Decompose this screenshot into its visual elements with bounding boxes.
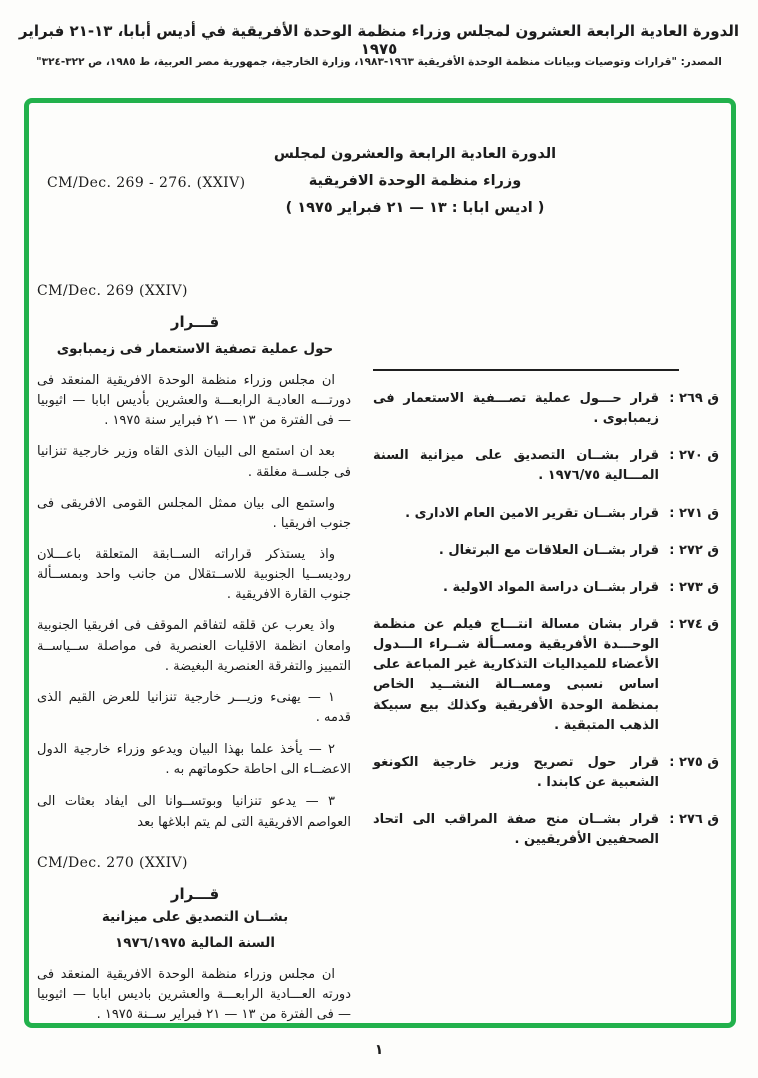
green-frame xyxy=(24,98,736,1028)
index-item-number: ق ٢٦٩ : xyxy=(669,391,719,406)
index-item-number: ق ٢٧٢ : xyxy=(669,542,719,558)
index-item-270 xyxy=(371,446,719,486)
index-item-text: قرار حول تصريح وزير خارجية الكونغو الشعبية عن كابندا . xyxy=(373,754,659,790)
index-item-number: ق ٢٧٦ : xyxy=(669,812,719,828)
index-item-text: قرار بشــان العلاقات مع البرتغال . xyxy=(438,542,659,558)
cm-dec-269-label: CM/Dec. 269 (XXIV) xyxy=(37,283,188,299)
session-title-line1: الدورة العادية الرابعة والعشرون لمجلس xyxy=(273,146,557,162)
index-item-275 xyxy=(371,753,719,793)
decision-269-paragraph: واذ يعرب عن قلقه لتفاقم الموقف فى افريقيا الجنوبية وامعان انظمة الاقليات العنصرية فى مواصلة ســياســة التمييز والتفرقة العنصرية البغيضة . xyxy=(37,618,351,674)
decision-269-operative-item: ٢ — يأخذ علما بهذا البيان ويدعو وزراء خارجية الدول الاعضــاء الى احاطة حكوماتهم به . xyxy=(37,742,351,778)
decision-270-subtitle-line1: بشــان التصديق على ميزانية xyxy=(101,908,289,925)
index-item-text: قرار بشــان تقرير الامين العام الادارى . xyxy=(405,505,659,521)
index-item-269 xyxy=(371,389,719,429)
decision-text-column xyxy=(37,283,353,1036)
cm-dec-range-label: CM/Dec. 269 - 276. (XXIV) xyxy=(47,175,246,191)
decision-269-heading: قـــرار xyxy=(170,313,220,331)
index-item-text: قرار بشــان منح صفة المراقب الى اتحاد الصحفيين الأفريقيين . xyxy=(373,812,659,848)
decisions-index-column xyxy=(371,369,719,867)
body-columns xyxy=(37,283,719,1022)
index-item-number: ق ٢٧١ : xyxy=(669,505,719,521)
page-header-title: الدورة العادية الرابعة العشرون لمجلس وزراء منظمة الوحدة الأفريقية في أديس أبابا، ١٣-٢١ فبراير ١٩٧٥ xyxy=(18,22,740,58)
decision-269-paragraph: واستمع الى بيان ممثل المجلس القومى الافريقى فى جنوب افريقيا . xyxy=(37,495,351,531)
index-item-text: قرار حـــول عملية تصـــفية الاستعمار فى زيمبابوى . xyxy=(373,391,659,427)
decision-269-operative-item: ١ — يهنىء وزيـــر خارجية تنزانيا للعرض القيم الذى قدمه . xyxy=(37,689,351,725)
index-item-text: قرار بشــان التصديق على ميزانية السنة المـــالية ١٩٧٦/٧٥ . xyxy=(373,448,659,484)
index-item-number: ق ٢٧٣ : xyxy=(669,579,719,595)
page-header-source: المصدر: "قرارات وتوصيات وبيانات منظمة الوحدة الأفريقية ١٩٦٣-١٩٨٣، وزارة الخارجية، جمهورية مصر العربية، ط ١٩٨٥، ص ٣٢٢-٣٢٤" xyxy=(36,56,722,68)
index-item-number: ق ٢٧٠ : xyxy=(669,448,719,464)
index-item-271 xyxy=(371,504,719,524)
page-number: ١ xyxy=(374,1042,384,1058)
decision-269-subtitle: حول عملية تصفية الاستعمار فى زيمبابوى xyxy=(56,341,334,357)
decision-269-operative-item: ٣ — يدعو تنزانيا وبوتســوانا الى ايفاد بعثات الى العواصم الافريقية التى لم يتم ابلاغها بعد xyxy=(37,794,351,830)
decision-270-heading: قـــرار xyxy=(170,884,220,903)
index-divider-rule xyxy=(373,369,679,371)
decisions-index-list xyxy=(371,389,719,850)
index-item-text: قرار بشــان دراسة المواد الاولية . xyxy=(443,579,659,595)
decision-270-subtitle-line2: السنة المالية ١٩٧٦/١٩٧٥ xyxy=(115,934,275,951)
index-item-274 xyxy=(371,615,719,736)
decision-270-section xyxy=(37,855,353,1025)
index-item-276 xyxy=(371,810,719,850)
decision-269-paragraph: واذ يستذكر قراراته الســابقة المتعلقة باعـــلان روديســيا الجنوبية للاســتقلال من جانب واحد وبمســألة جنوب القارة الافريقية . xyxy=(37,546,351,603)
session-title-line2: وزراء منظمة الوحدة الافريقية xyxy=(308,173,522,189)
session-title-line3: ( اديس ابابا : ١٣ — ٢١ فبراير ١٩٧٥ ) xyxy=(285,200,545,216)
decision-269-paragraph: بعد ان استمع الى البيان الذى القاه وزير خارجية تنزانيا فى جلســة مغلقة . xyxy=(37,444,351,480)
index-item-number: ق ٢٧٥ : xyxy=(669,754,719,770)
cm-dec-270-label: CM/Dec. 270 (XXIV) xyxy=(37,854,188,871)
session-title-block xyxy=(227,141,603,222)
index-item-273 xyxy=(371,578,719,598)
index-item-272 xyxy=(371,541,719,561)
decision-269-paragraph: ان مجلس وزراء منظمة الوحدة الافريقية المنعقد فى دورتـــه العاديـة الرابعـــة والعشرين بأديس ابابا — اثيوبيا — فى الفترة من ١٣ — ٢١ فبراير سنة ١٩٧٥ . xyxy=(37,373,351,429)
index-item-number: ق ٢٧٤ : xyxy=(669,616,719,632)
index-item-text: قرار بشان مسالة انتـــاج فيلم عن منظمة الوحـــدة الأفريقية ومســألة شــراء الـــدول الأعضاء للميداليات التذكارية غير المباعة على اساس نسبى ومســالة النشــيد الخاص بمنظمة الوحدة الأفريقية وكذلك بيع سبيكة الذهب المتبقية . xyxy=(373,616,659,733)
decision-270-paragraph: ان مجلس وزراء منظمة الوحدة الافريقية المنعقد فى دورته العـــادية الرابعـــة والعشرين باديس ابابا — اثيوبيا — فى الفترة من ١٣ — ٢١ فبراير ســنة ١٩٧٥ . xyxy=(37,966,351,1022)
